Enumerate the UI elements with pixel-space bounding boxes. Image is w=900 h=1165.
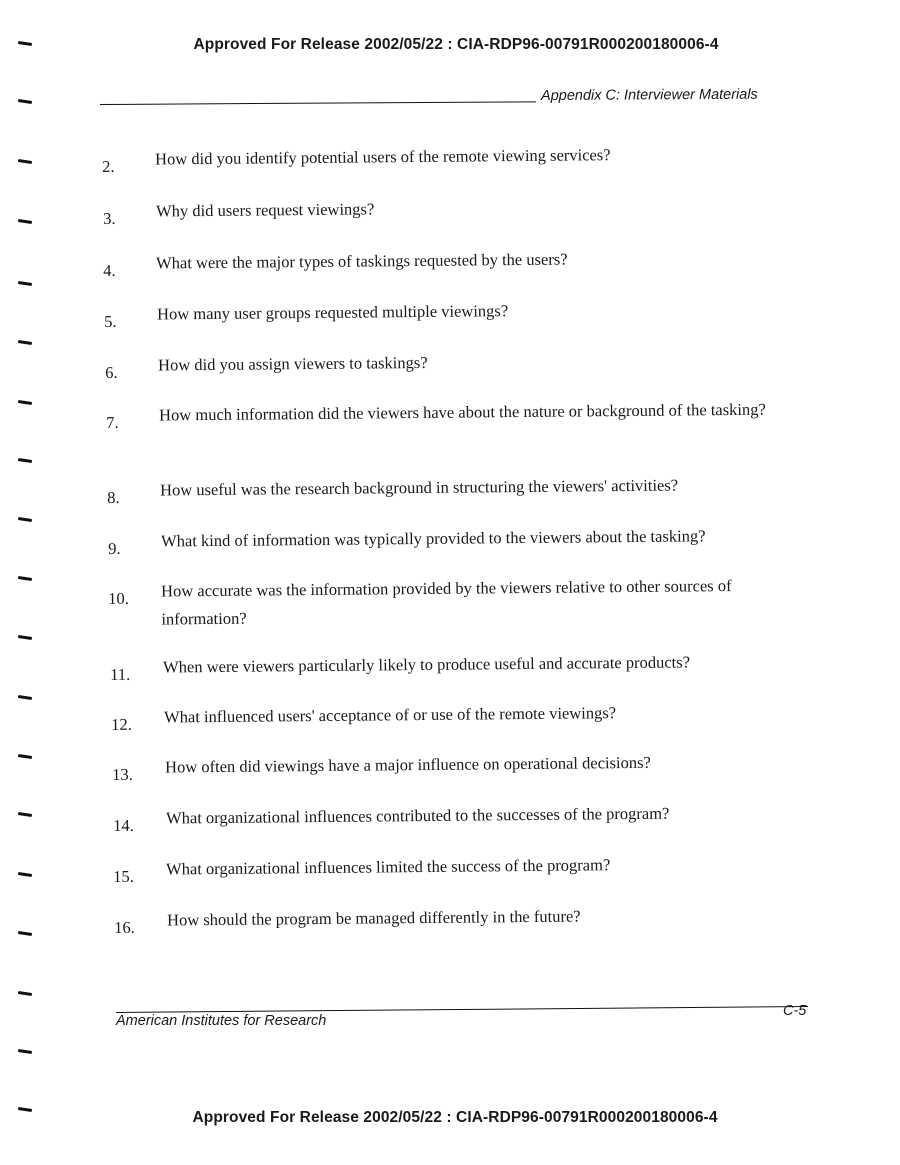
question-text: When were viewers particularly likely to produce useful and accurate products? <box>163 652 691 677</box>
question-text: What influenced users' acceptance of or use of the remote viewings? <box>164 703 617 727</box>
question-number: 6. <box>105 362 118 382</box>
question-text: How useful was the research background in structuring the viewers' activities? <box>160 475 679 500</box>
question-number: 2. <box>102 156 115 176</box>
question-number: 13. <box>112 764 133 784</box>
question-number: 9. <box>108 538 121 558</box>
section-label: Appendix C: Interviewer Materials <box>540 86 758 104</box>
page-number: C-5 <box>783 1003 807 1019</box>
question-text: How often did viewings have a major influence on operational decisions? <box>165 752 651 777</box>
question-number: 7. <box>106 412 119 432</box>
question-number: 15. <box>113 866 134 886</box>
question-text: How should the program be managed differently in the future? <box>167 906 581 930</box>
question-number: 5. <box>104 311 117 331</box>
question-text: What organizational influences limited the success of the program? <box>166 855 611 879</box>
question-text: How many user groups requested multiple viewings? <box>157 301 509 324</box>
footer-organization: American Institutes for Research <box>116 1013 327 1029</box>
question-text: How much information did the viewers have about the nature or background of the tasking? <box>159 399 766 425</box>
release-stamp-top: Approved For Release 2002/05/22 : CIA-RDP96-00791R000200180006-4 <box>193 36 719 53</box>
question-number: 4. <box>103 260 116 280</box>
question-number: 12. <box>111 714 132 734</box>
question-number: 11. <box>110 664 131 684</box>
question-text: Why did users request viewings? <box>156 199 375 221</box>
question-number: 14. <box>113 815 134 835</box>
question-number: 16. <box>114 917 135 937</box>
question-text: How did you identify potential users of the remote viewing services? <box>155 145 611 169</box>
question-number: 10. <box>108 588 129 608</box>
question-text: What organizational influences contributed to the successes of the program? <box>166 803 670 828</box>
release-stamp-bottom: Approved For Release 2002/05/22 : CIA-RDP96-00791R000200180006-4 <box>192 1109 718 1126</box>
question-number: 8. <box>107 487 120 507</box>
question-number: 3. <box>103 208 116 228</box>
question-text: How accurate was the information provided by the viewers relative to other sources of information? <box>161 576 732 629</box>
question-text: How did you assign viewers to taskings? <box>158 352 428 375</box>
question-text: What were the major types of taskings requested by the users? <box>156 249 568 273</box>
question-text: What kind of information was typically provided to the viewers about the tasking? <box>161 526 706 551</box>
